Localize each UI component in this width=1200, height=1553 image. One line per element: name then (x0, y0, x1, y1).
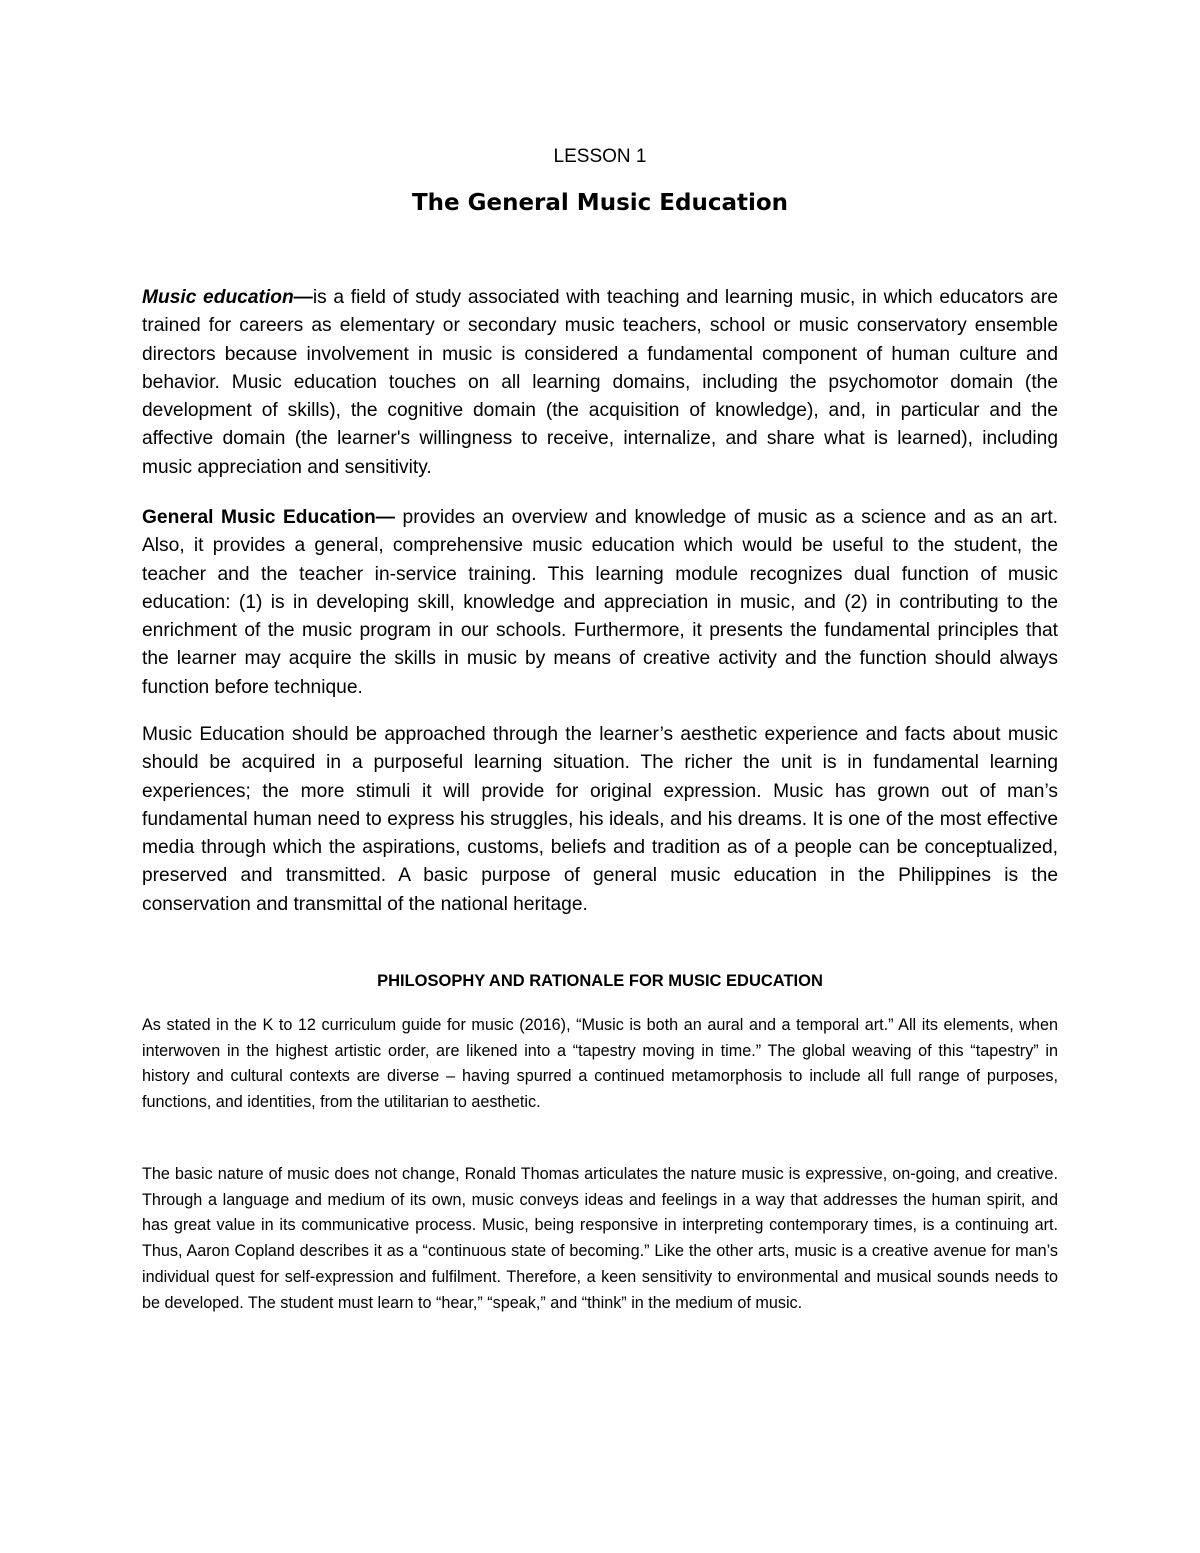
document-page (142, 0, 1058, 1553)
general-music-education-term: General Music Education (142, 507, 376, 528)
music-education-definition: is a field of study associated with teaching and learning music, in which educators are trained for careers as elementary or secondary music teachers, school or music conservatory ensemble directors because involvement in music is considered a fundamental component of human culture and behavior. Music education touches on all learning domains, including the psychomotor domain (the development of skills), the cognitive domain (the acquisition of knowledge), and, in particular and the affective domain (the learner's willingness to receive, internalize, and share what is learned), including music appreciation and sensitivity. (142, 287, 1058, 478)
em-dash: — (375, 507, 403, 528)
curriculum-guide-paragraph: As stated in the K to 12 curriculum guide for music (2016), “Music is both an aural and a temporal art.” All its elements, when interwoven in the highest artistic order, are likened into a “tapestry moving in time.” The global weaving of this “tapestry” in history and cultural contexts are diverse – having spurred a continued metamorphosis to include all full range of purposes, functions, and identities, from the utilitarian to aesthetic. (142, 1016, 1058, 1112)
page-title: The General Music Education (411, 190, 789, 216)
em-dash: — (293, 287, 313, 308)
philosophy-heading: PHILOSOPHY AND RATIONALE FOR MUSIC EDUCATION (377, 972, 823, 990)
approach-paragraph: Music Education should be approached through the learner’s aesthetic experience and facts about music should be acquired in a purposeful learning situation. The richer the unit is in fundamental learning experiences; the more stimuli it will provide for original expression. Music has grown out of man’s fundamental human need to express his struggles, his ideals, and his dreams. It is one of the most effective media through which the aspirations, customs, beliefs and tradition as of a people can be conceptualized, preserved and transmitted. A basic purpose of general music education in the Philippines is the conservation and transmittal of the national heritage. (142, 724, 1058, 915)
music-education-paragraph (142, 284, 1058, 482)
lesson-label: LESSON 1 (553, 146, 647, 167)
general-music-education-definition: provides an overview and knowledge of music as a science and as an art. Also, it provides a general, comprehensive music education which would be useful to the student, the teacher and the teacher in-service training. This learning module recognizes dual function of music education: (1) is in developing skill, knowledge and appreciation in music, and (2) in contributing to the enrichment of the music program in our schools. Furthermore, it presents the fundamental principles that the learner may acquire the skills in music by means of creative activity and the function should always function before technique. (142, 507, 1058, 698)
general-music-education-paragraph (142, 504, 1058, 702)
nature-of-music-paragraph: The basic nature of music does not change, Ronald Thomas articulates the nature music is expressive, on-going, and creative. Through a language and medium of its own, music conveys ideas and feelings in a way that addresses the human spirit, and has great value in its communicative process. Music, being responsive in interpreting contemporary times, is a continuing art. Thus, Aaron Copland describes it as a “continuous state of becoming.” Like the other arts, music is a creative avenue for man’s individual quest for self-expression and fulfilment. Therefore, a keen sensitivity to environmental and musical sounds needs to be developed. The student must learn to “hear,” “speak,” and “think” in the medium of music. (142, 1165, 1058, 1312)
music-education-term: Music education (142, 287, 294, 308)
